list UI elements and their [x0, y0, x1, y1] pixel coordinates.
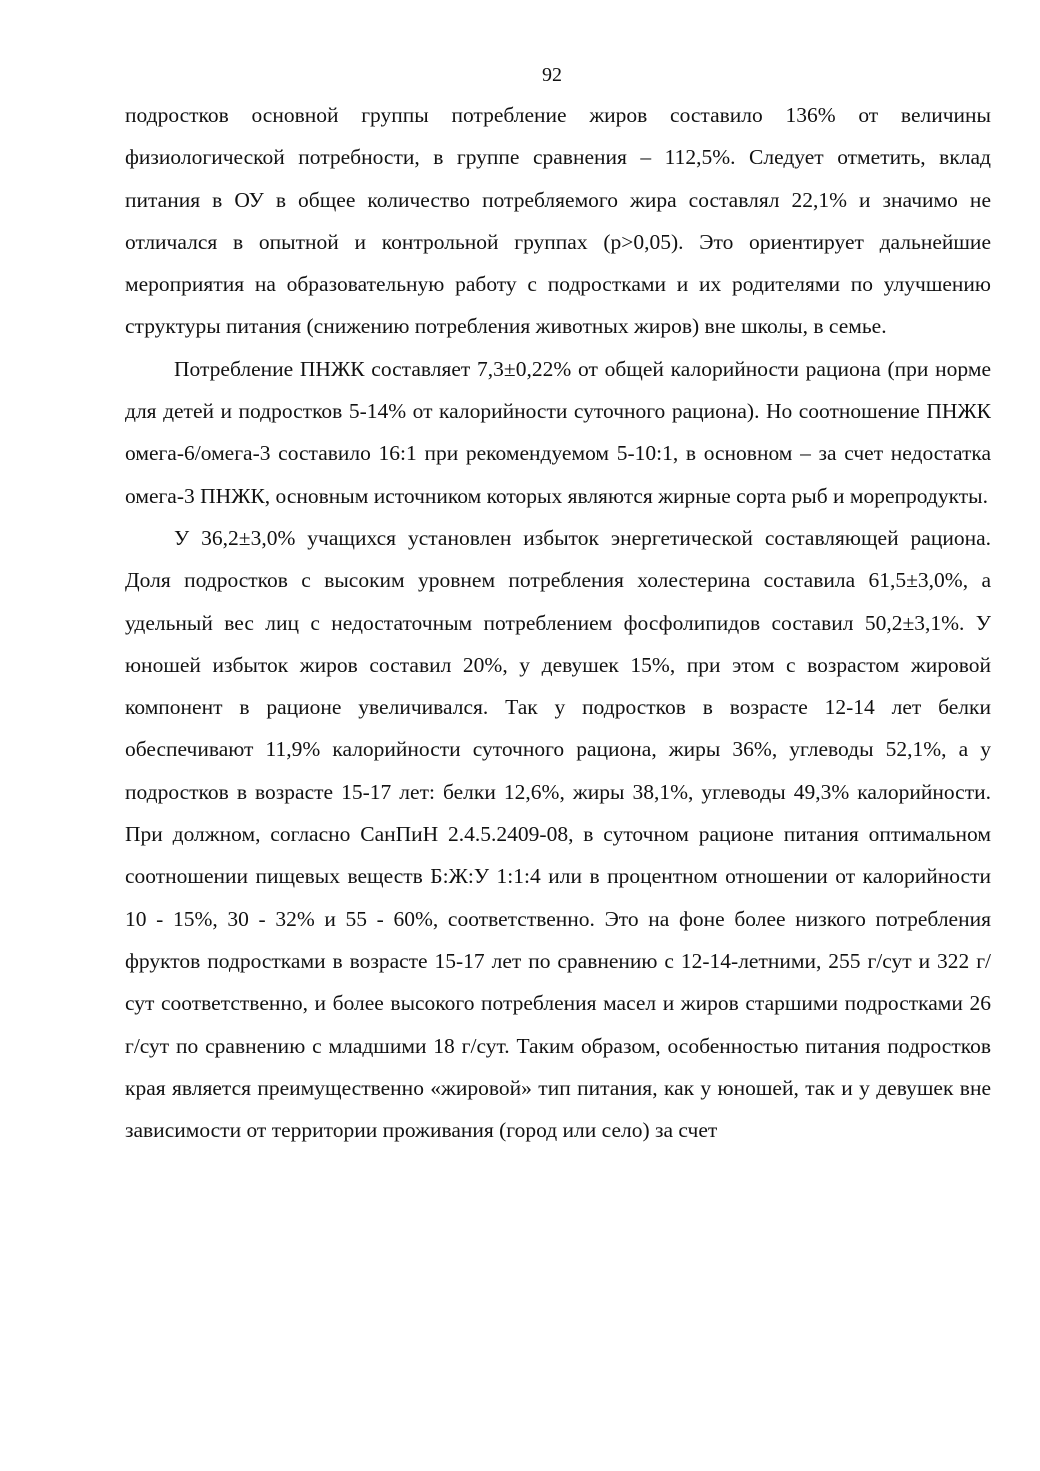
body-text: [125, 94, 991, 1151]
paragraph-energy-excess: У 36,2±3,0% учащихся установлен избыток энергетической составляющей рациона. Доля подростков с высоким уровнем потребления холестерина составила 61,5±3,0%, а удельный вес лиц с недостаточным потреблением фосфолипидов составил 50,2±3,1%. У юношей избыток жиров составил 20%, у девушек 15%, при этом с возрастом жировой компонент в рационе увеличивался. Так у подростков в возрасте 12-14 лет белки обеспечивают 11,9% калорийности суточного рациона, жиры 36%, углеводы 52,1%, а у подростков в возрасте 15-17 лет: белки 12,6%, жиры 38,1%, углеводы 49,3% калорийности. При должном, согласно СанПиН 2.4.5.2409-08, в суточном рационе питания оптимальном соотношении пищевых веществ Б:Ж:У 1:1:4 или в процентном отношении от калорийности 10 - 15%, 30 - 32% и 55 - 60%, соответственно. Это на фоне более низкого потребления фруктов подростками в возрасте 15-17 лет по сравнению с 12-14-летними, 255 г/сут и 322 г/сут соответственно, и более высокого потребления масел и жиров старшими подростками 26 г/сут по сравнению с младшими 18 г/сут. Таким образом, особенностью питания подростков края является преимущественно «жировой» тип питания, как у юношей, так и у девушек вне зависимости от территории проживания (город или село) за счет: [125, 525, 991, 1143]
paragraph-pufa-intake: Потребление ПНЖК составляет 7,3±0,22% от общей калорийности рациона (при норме для детей и подростков 5-14% от калорийности суточного рациона). Но соотношение ПНЖК омега-6/омега-3 составило 16:1 при рекомендуемом 5-10:1, в основном – за счет недостатка омега-3 ПНЖК, основным источником которых являются жирные сорта рыб и морепродукты.: [125, 356, 991, 508]
paragraph-fat-intake: подростков основной группы потребление жиров составило 136% от величины физиологической потребности, в группе сравнения – 112,5%. Следует отметить, вклад питания в ОУ в общее количество потребляемого жира составлял 22,1% и значимо не отличался в опытной и контрольной группах (р>0,05). Это ориентирует дальнейшие мероприятия на образовательную работу с подростками и их родителями по улучшению структуры питания (снижению потребления животных жиров) вне школы, в семье.: [125, 103, 991, 339]
page-number: 92: [542, 64, 562, 86]
